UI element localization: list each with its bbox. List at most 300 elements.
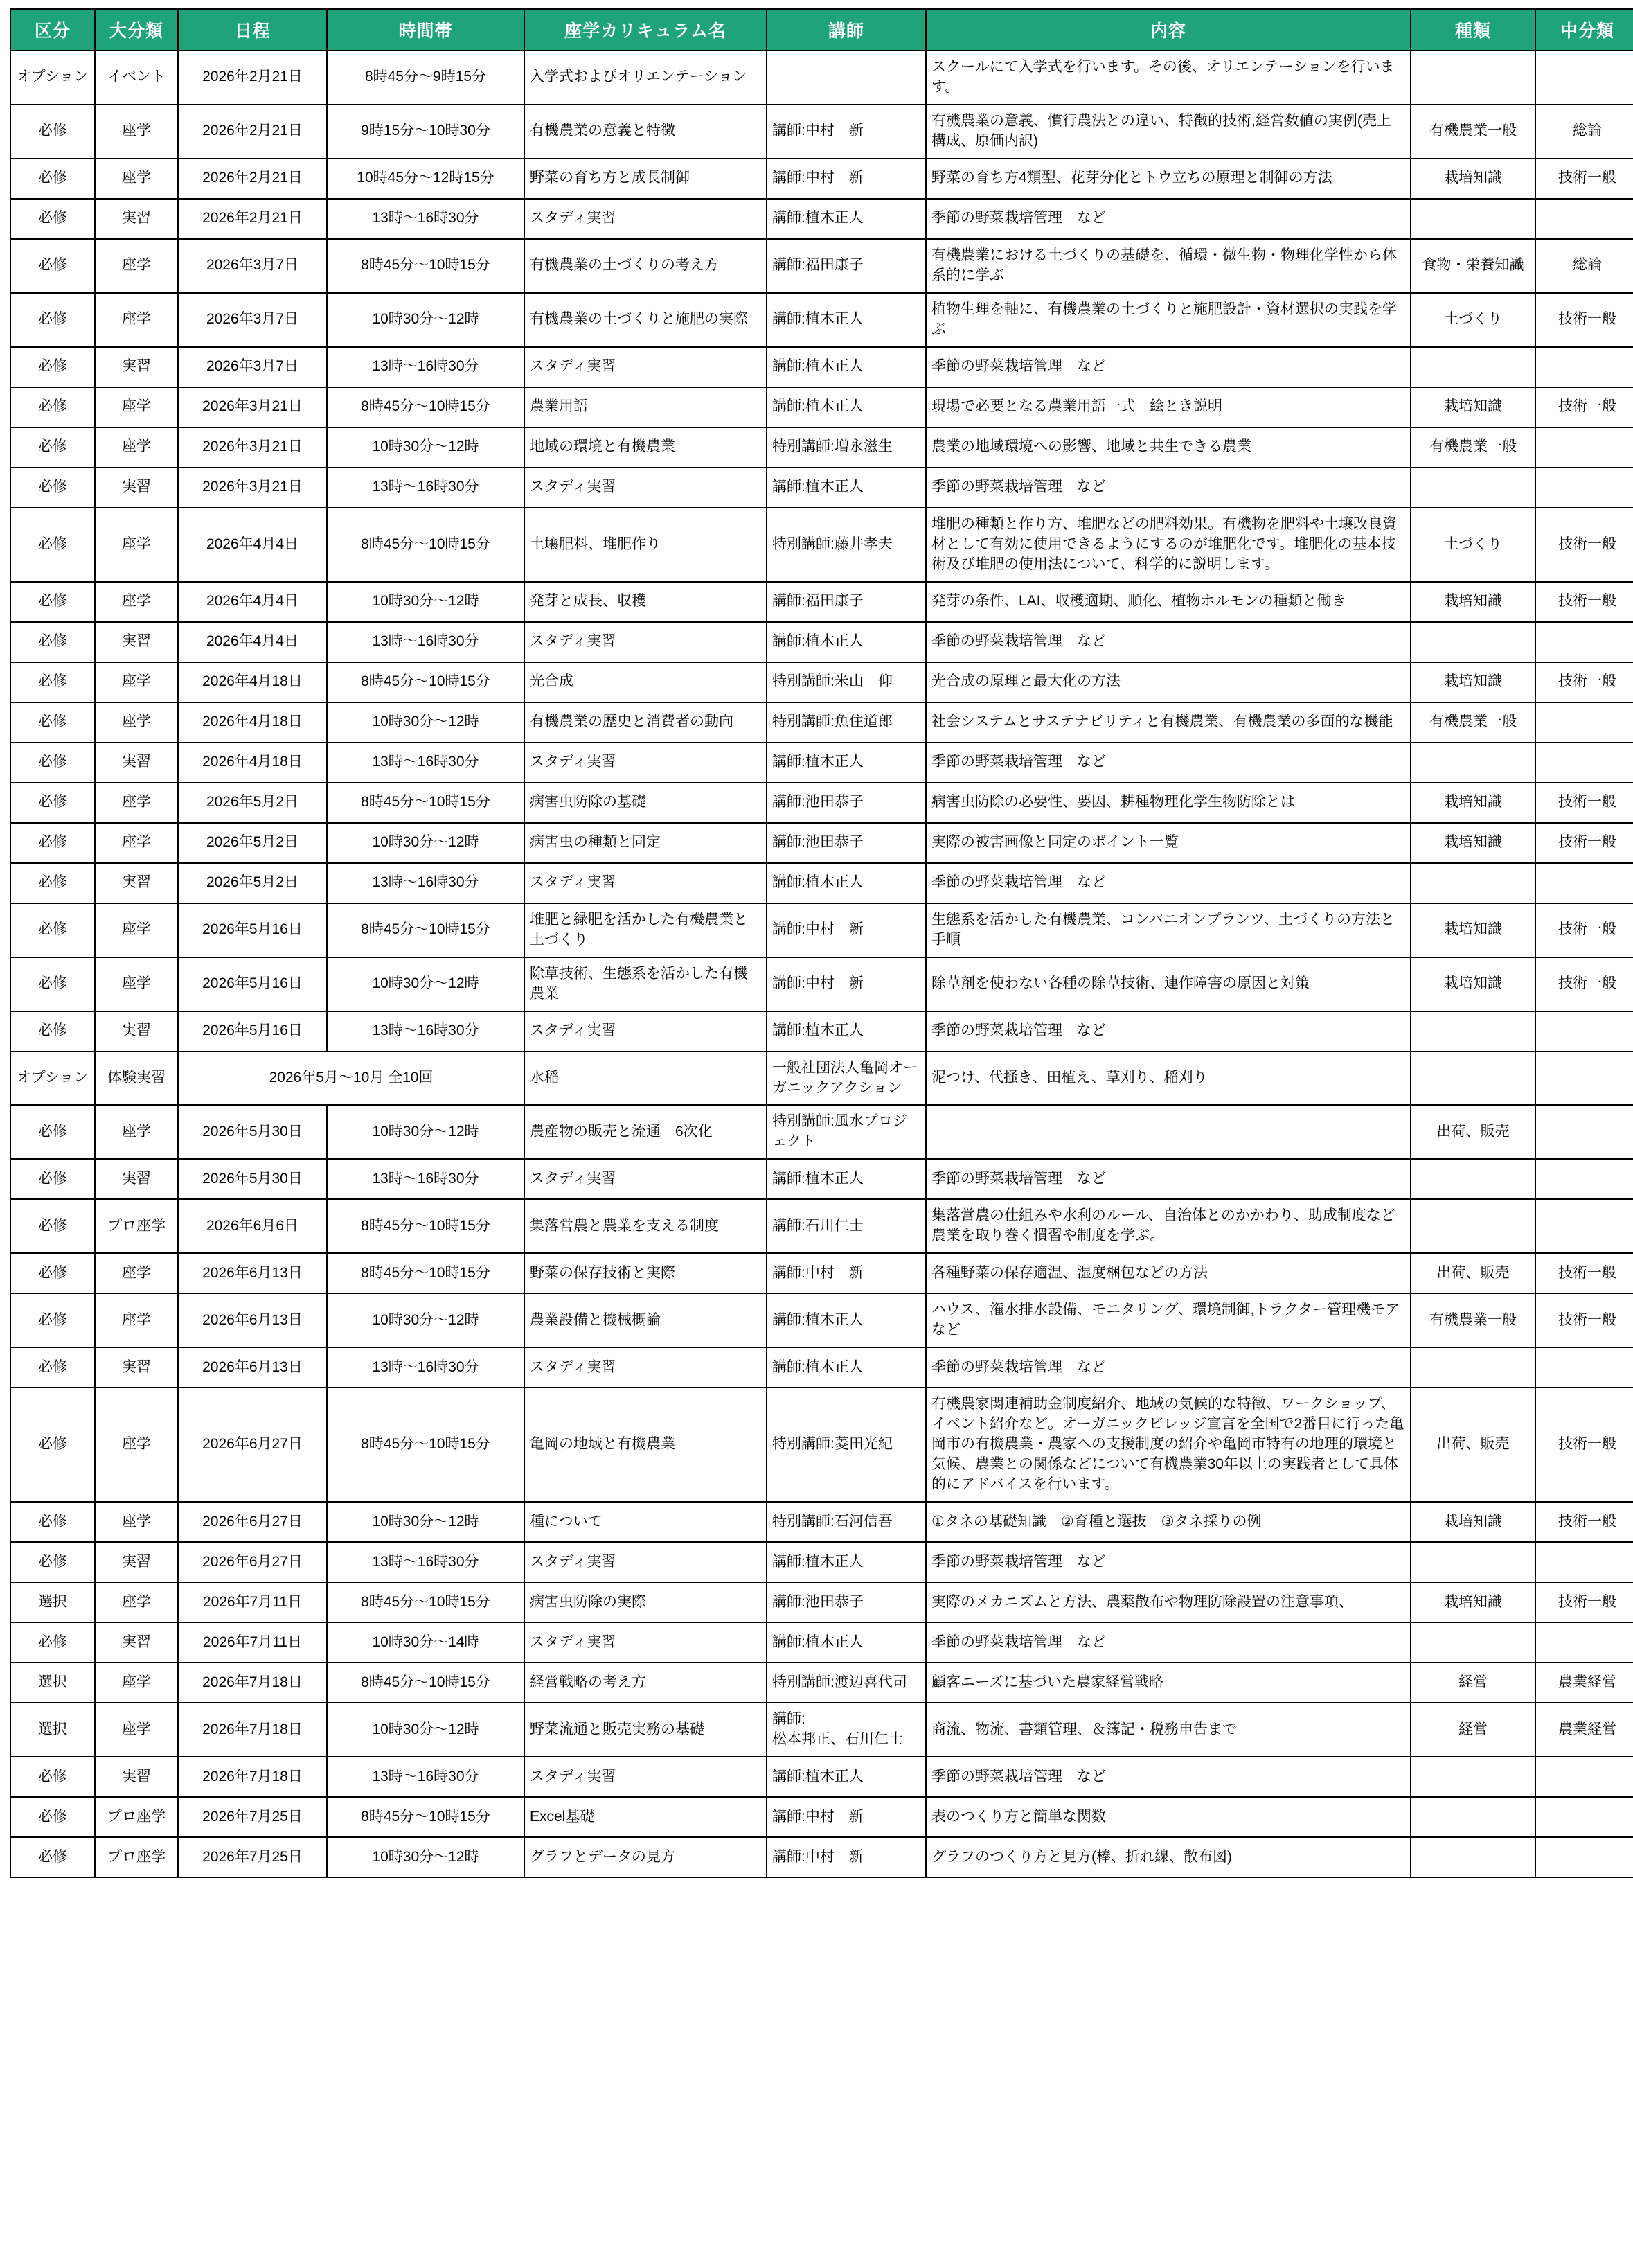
cell-chubunrui: 技術一般 xyxy=(1535,662,1633,702)
cell-jikantai: 8時45分～10時15分 xyxy=(327,1253,524,1293)
cell-chubunrui xyxy=(1535,702,1633,743)
curriculum-sheet xyxy=(0,8,1633,2268)
cell-chubunrui xyxy=(1535,1347,1633,1388)
table-row xyxy=(10,427,1633,468)
cell-koushi: 講師:中村 新 xyxy=(767,1253,926,1293)
cell-curriculum: スタディ実習 xyxy=(524,1347,767,1388)
cell-koushi xyxy=(767,51,926,105)
cell-curriculum: スタディ実習 xyxy=(524,622,767,662)
table-row xyxy=(10,1663,1633,1703)
column-header-shurui: 種類 xyxy=(1411,9,1535,51)
column-header-daibunrui: 大分類 xyxy=(95,9,178,51)
cell-kubun: 必修 xyxy=(10,903,95,957)
cell-chubunrui: 技術一般 xyxy=(1535,387,1633,427)
cell-jikantai: 13時～16時30分 xyxy=(327,743,524,783)
cell-shurui xyxy=(1411,743,1535,783)
cell-naiyou: 農業の地域環境への影響、地域と共生できる農業 xyxy=(926,427,1411,468)
table-row xyxy=(10,293,1633,347)
column-header-nittei: 日程 xyxy=(178,9,327,51)
cell-nittei: 2026年6月13日 xyxy=(178,1253,327,1293)
column-header-naiyou: 内容 xyxy=(926,9,1411,51)
cell-nittei: 2026年7月11日 xyxy=(178,1582,327,1622)
cell-koushi: 講師:中村 新 xyxy=(767,903,926,957)
cell-nittei: 2026年5月2日 xyxy=(178,863,327,903)
table-row xyxy=(10,1837,1633,1877)
table-row xyxy=(10,347,1633,387)
cell-kubun: 必修 xyxy=(10,1105,95,1159)
cell-daibunrui: 座学 xyxy=(95,105,178,159)
table-row xyxy=(10,662,1633,702)
cell-koushi: 講師:植木正人 xyxy=(767,1347,926,1388)
cell-nittei: 2026年3月7日 xyxy=(178,347,327,387)
cell-koushi: 講師:中村 新 xyxy=(767,105,926,159)
cell-kubun: 必修 xyxy=(10,622,95,662)
cell-koushi: 講師:植木正人 xyxy=(767,863,926,903)
cell-daibunrui: 座学 xyxy=(95,1253,178,1293)
cell-nittei: 2026年3月7日 xyxy=(178,293,327,347)
cell-jikantai: 10時30分～12時 xyxy=(327,1105,524,1159)
cell-jikantai: 8時45分～10時15分 xyxy=(327,1199,524,1253)
cell-daibunrui: 座学 xyxy=(95,1502,178,1542)
cell-curriculum: 光合成 xyxy=(524,662,767,702)
cell-chubunrui: 技術一般 xyxy=(1535,582,1633,622)
cell-koushi: 講師:池田恭子 xyxy=(767,1582,926,1622)
table-row xyxy=(10,1011,1633,1052)
cell-naiyou: 季節の野菜栽培管理 など xyxy=(926,1757,1411,1797)
cell-naiyou: 季節の野菜栽培管理 など xyxy=(926,1622,1411,1663)
cell-koushi: 講師:福田康子 xyxy=(767,582,926,622)
cell-chubunrui: 技術一般 xyxy=(1535,823,1633,863)
cell-kubun: 必修 xyxy=(10,702,95,743)
cell-curriculum: 農業設備と機械概論 xyxy=(524,1293,767,1347)
cell-curriculum: 病害虫防除の基礎 xyxy=(524,783,767,823)
table-row xyxy=(10,863,1633,903)
cell-chubunrui xyxy=(1535,1837,1633,1877)
cell-shurui: 有機農業一般 xyxy=(1411,1293,1535,1347)
cell-kubun: 必修 xyxy=(10,582,95,622)
cell-jikantai: 13時～16時30分 xyxy=(327,863,524,903)
cell-jikantai: 13時～16時30分 xyxy=(327,622,524,662)
cell-shurui: 栽培知識 xyxy=(1411,159,1535,199)
cell-nittei: 2026年6月27日 xyxy=(178,1388,327,1502)
cell-jikantai: 10時30分～12時 xyxy=(327,957,524,1011)
cell-naiyou: 各種野菜の保存適温、湿度梱包などの方法 xyxy=(926,1253,1411,1293)
cell-kubun: 必修 xyxy=(10,1293,95,1347)
cell-nittei: 2026年6月27日 xyxy=(178,1502,327,1542)
cell-naiyou: 除草剤を使わない各種の除草技術、連作障害の原因と対策 xyxy=(926,957,1411,1011)
cell-nittei: 2026年4月4日 xyxy=(178,582,327,622)
cell-curriculum: 堆肥と緑肥を活かした有機農業と土づくり xyxy=(524,903,767,957)
cell-curriculum: 病害虫防除の実際 xyxy=(524,1582,767,1622)
cell-curriculum: 野菜流通と販売実務の基礎 xyxy=(524,1703,767,1757)
cell-nittei: 2026年4月18日 xyxy=(178,662,327,702)
cell-curriculum: 有機農業の意義と特徴 xyxy=(524,105,767,159)
cell-daibunrui: 座学 xyxy=(95,239,178,293)
cell-daibunrui: 実習 xyxy=(95,622,178,662)
cell-curriculum: 野菜の保存技術と実際 xyxy=(524,1253,767,1293)
cell-shurui: 栽培知識 xyxy=(1411,1582,1535,1622)
cell-nittei: 2026年5月30日 xyxy=(178,1159,327,1199)
cell-chubunrui xyxy=(1535,199,1633,239)
table-row xyxy=(10,105,1633,159)
cell-kubun: 必修 xyxy=(10,387,95,427)
table-body xyxy=(10,51,1633,1877)
cell-curriculum: スタディ実習 xyxy=(524,1542,767,1582)
table-row xyxy=(10,159,1633,199)
table-row xyxy=(10,743,1633,783)
cell-daibunrui: プロ座学 xyxy=(95,1199,178,1253)
cell-koushi: 講師:植木正人 xyxy=(767,1757,926,1797)
table-row xyxy=(10,387,1633,427)
cell-shurui: 出荷、販売 xyxy=(1411,1105,1535,1159)
cell-curriculum: 有機農業の土づくりの考え方 xyxy=(524,239,767,293)
cell-nittei: 2026年2月21日 xyxy=(178,199,327,239)
column-header-curriculum: 座学カリキュラム名 xyxy=(524,9,767,51)
cell-curriculum: 入学式およびオリエンテーション xyxy=(524,51,767,105)
cell-curriculum: 経営戦略の考え方 xyxy=(524,1663,767,1703)
cell-jikantai: 13時～16時30分 xyxy=(327,468,524,508)
cell-curriculum: 除草技術、生態系を活かした有機農業 xyxy=(524,957,767,1011)
table-row xyxy=(10,1199,1633,1253)
cell-koushi: 講師:植木正人 xyxy=(767,1159,926,1199)
cell-curriculum: スタディ実習 xyxy=(524,1622,767,1663)
cell-shurui: 栽培知識 xyxy=(1411,783,1535,823)
cell-kubun: 必修 xyxy=(10,293,95,347)
cell-kubun: 選択 xyxy=(10,1663,95,1703)
cell-chubunrui: 技術一般 xyxy=(1535,1582,1633,1622)
cell-koushi: 特別講師:魚住道郎 xyxy=(767,702,926,743)
cell-daibunrui: 座学 xyxy=(95,387,178,427)
cell-daibunrui: 座学 xyxy=(95,957,178,1011)
cell-curriculum: スタディ実習 xyxy=(524,199,767,239)
cell-jikantai: 8時45分～10時15分 xyxy=(327,1663,524,1703)
cell-chubunrui: 技術一般 xyxy=(1535,903,1633,957)
cell-koushi: 講師:植木正人 xyxy=(767,1622,926,1663)
cell-kubun: 必修 xyxy=(10,1347,95,1388)
cell-chubunrui xyxy=(1535,1199,1633,1253)
cell-jikantai: 8時45分～10時15分 xyxy=(327,662,524,702)
cell-jikantai: 8時45分～10時15分 xyxy=(327,1582,524,1622)
cell-kubun: 選択 xyxy=(10,1703,95,1757)
cell-koushi: 講師:中村 新 xyxy=(767,159,926,199)
cell-daibunrui: 座学 xyxy=(95,1388,178,1502)
cell-daibunrui: プロ座学 xyxy=(95,1797,178,1837)
cell-naiyou: 季節の野菜栽培管理 など xyxy=(926,347,1411,387)
cell-shurui: 栽培知識 xyxy=(1411,957,1535,1011)
column-header-jikantai: 時間帯 xyxy=(327,9,524,51)
table-row xyxy=(10,622,1633,662)
cell-curriculum: スタディ実習 xyxy=(524,468,767,508)
cell-naiyou: 堆肥の種類と作り方、堆肥などの肥料効果。有機物を肥料や土壌改良資材として有効に使用できるようにするのが堆肥化です。堆肥化の基本技術及び堆肥の使用法について、科学的に説明します。 xyxy=(926,508,1411,582)
cell-shurui xyxy=(1411,347,1535,387)
cell-naiyou: 季節の野菜栽培管理 など xyxy=(926,1347,1411,1388)
table-row xyxy=(10,702,1633,743)
cell-chubunrui xyxy=(1535,468,1633,508)
cell-shurui xyxy=(1411,1199,1535,1253)
cell-daibunrui: 座学 xyxy=(95,1293,178,1347)
cell-nittei: 2026年5月16日 xyxy=(178,1011,327,1052)
cell-chubunrui: 技術一般 xyxy=(1535,1502,1633,1542)
cell-koushi: 特別講師:渡辺喜代司 xyxy=(767,1663,926,1703)
cell-curriculum: 農業用語 xyxy=(524,387,767,427)
cell-naiyou: 季節の野菜栽培管理 など xyxy=(926,863,1411,903)
cell-jikantai: 8時45分～10時15分 xyxy=(327,387,524,427)
cell-curriculum: スタディ実習 xyxy=(524,1159,767,1199)
cell-naiyou: 植物生理を軸に、有機農業の土づくりと施肥設計・資材選択の実践を学ぶ xyxy=(926,293,1411,347)
cell-chubunrui: 農業経営 xyxy=(1535,1663,1633,1703)
table-row xyxy=(10,1159,1633,1199)
cell-nittei: 2026年6月13日 xyxy=(178,1347,327,1388)
cell-kubun: 必修 xyxy=(10,1502,95,1542)
cell-nittei: 2026年3月7日 xyxy=(178,239,327,293)
cell-jikantai: 10時30分～12時 xyxy=(327,823,524,863)
cell-naiyou: 季節の野菜栽培管理 など xyxy=(926,199,1411,239)
cell-curriculum: 野菜の育ち方と成長制御 xyxy=(524,159,767,199)
cell-koushi: 講師:植木正人 xyxy=(767,347,926,387)
cell-jikantai: 10時30分～12時 xyxy=(327,702,524,743)
cell-naiyou: グラフのつくり方と見方(棒、折れ線、散布図) xyxy=(926,1837,1411,1877)
cell-naiyou: 商流、物流、書類管理、＆簿記・税務申告まで xyxy=(926,1703,1411,1757)
cell-daibunrui: プロ座学 xyxy=(95,1837,178,1877)
cell-kubun: オプション xyxy=(10,1052,95,1106)
cell-naiyou: 季節の野菜栽培管理 など xyxy=(926,1542,1411,1582)
cell-nittei: 2026年7月18日 xyxy=(178,1757,327,1797)
cell-jikantai: 8時45分～10時15分 xyxy=(327,1797,524,1837)
cell-curriculum: 亀岡の地域と有機農業 xyxy=(524,1388,767,1502)
cell-daibunrui: 座学 xyxy=(95,662,178,702)
cell-jikantai: 10時30分～12時 xyxy=(327,1703,524,1757)
cell-shurui: 経営 xyxy=(1411,1703,1535,1757)
cell-nittei: 2026年5月～10月 全10回 xyxy=(178,1052,524,1106)
cell-kubun: 必修 xyxy=(10,427,95,468)
cell-nittei: 2026年4月18日 xyxy=(178,743,327,783)
header-row xyxy=(10,9,1633,51)
cell-shurui: 有機農業一般 xyxy=(1411,702,1535,743)
cell-chubunrui xyxy=(1535,1622,1633,1663)
cell-chubunrui: 技術一般 xyxy=(1535,1293,1633,1347)
table-row xyxy=(10,1293,1633,1347)
cell-kubun: 必修 xyxy=(10,159,95,199)
cell-daibunrui: 座学 xyxy=(95,702,178,743)
cell-chubunrui xyxy=(1535,1542,1633,1582)
cell-naiyou: スクールにて入学式を行います。その後、オリエンテーションを行います。 xyxy=(926,51,1411,105)
table-row xyxy=(10,1502,1633,1542)
cell-shurui: 食物・栄養知識 xyxy=(1411,239,1535,293)
cell-kubun: 必修 xyxy=(10,105,95,159)
cell-chubunrui: 技術一般 xyxy=(1535,1388,1633,1502)
cell-chubunrui: 技術一般 xyxy=(1535,957,1633,1011)
cell-daibunrui: 実習 xyxy=(95,863,178,903)
cell-koushi: 講師:植木正人 xyxy=(767,1293,926,1347)
table-row xyxy=(10,957,1633,1011)
cell-naiyou: 季節の野菜栽培管理 など xyxy=(926,743,1411,783)
cell-curriculum: 地域の環境と有機農業 xyxy=(524,427,767,468)
cell-shurui xyxy=(1411,51,1535,105)
curriculum-table xyxy=(10,8,1633,1878)
cell-jikantai: 10時30分～14時 xyxy=(327,1622,524,1663)
cell-naiyou: 発芽の条件、LAI、収穫適期、順化、植物ホルモンの種類と働き xyxy=(926,582,1411,622)
cell-daibunrui: 座学 xyxy=(95,783,178,823)
cell-kubun: 必修 xyxy=(10,1542,95,1582)
cell-koushi: 講師:福田康子 xyxy=(767,239,926,293)
cell-daibunrui: 実習 xyxy=(95,1757,178,1797)
cell-naiyou: 実際の被害画像と同定のポイント一覧 xyxy=(926,823,1411,863)
table-row xyxy=(10,199,1633,239)
cell-naiyou: 野菜の育ち方4類型、花芽分化とトウ立ちの原理と制御の方法 xyxy=(926,159,1411,199)
cell-jikantai: 9時15分～10時30分 xyxy=(327,105,524,159)
cell-koushi: 特別講師:風水プロジェクト xyxy=(767,1105,926,1159)
cell-curriculum: 有機農業の歴史と消費者の動向 xyxy=(524,702,767,743)
cell-nittei: 2026年6月13日 xyxy=(178,1293,327,1347)
cell-daibunrui: 座学 xyxy=(95,582,178,622)
cell-daibunrui: 実習 xyxy=(95,743,178,783)
cell-naiyou: ①タネの基礎知識 ②育種と選抜 ③タネ採りの例 xyxy=(926,1502,1411,1542)
cell-daibunrui: 座学 xyxy=(95,1663,178,1703)
cell-shurui xyxy=(1411,1837,1535,1877)
cell-nittei: 2026年2月21日 xyxy=(178,51,327,105)
cell-naiyou: 集落営農の仕組みや水利のルール、自治体とのかかわり、助成制度など農業を取り巻く慣習や制度を学ぶ。 xyxy=(926,1199,1411,1253)
cell-jikantai: 10時30分～12時 xyxy=(327,582,524,622)
cell-shurui xyxy=(1411,1052,1535,1106)
cell-kubun: 必修 xyxy=(10,199,95,239)
cell-kubun: 必修 xyxy=(10,239,95,293)
cell-shurui: 経営 xyxy=(1411,1663,1535,1703)
cell-koushi: 講師:植木正人 xyxy=(767,293,926,347)
cell-naiyou: 季節の野菜栽培管理 など xyxy=(926,1159,1411,1199)
table-row xyxy=(10,903,1633,957)
cell-shurui: 土づくり xyxy=(1411,293,1535,347)
cell-kubun: 必修 xyxy=(10,1622,95,1663)
cell-shurui: 出荷、販売 xyxy=(1411,1388,1535,1502)
table-row xyxy=(10,508,1633,582)
cell-jikantai: 13時～16時30分 xyxy=(327,347,524,387)
cell-kubun: 必修 xyxy=(10,1159,95,1199)
cell-kubun: 必修 xyxy=(10,957,95,1011)
cell-shurui xyxy=(1411,468,1535,508)
cell-naiyou: 顧客ニーズに基づいた農家経営戦略 xyxy=(926,1663,1411,1703)
cell-chubunrui: 総論 xyxy=(1535,239,1633,293)
cell-chubunrui: 技術一般 xyxy=(1535,783,1633,823)
cell-nittei: 2026年5月16日 xyxy=(178,957,327,1011)
cell-koushi: 特別講師:米山 仰 xyxy=(767,662,926,702)
cell-naiyou: ハウス、潅水排水設備、モニタリング、環境制御,トラクター管理機モアなど xyxy=(926,1293,1411,1347)
cell-chubunrui xyxy=(1535,1797,1633,1837)
cell-koushi: 講師:植木正人 xyxy=(767,1542,926,1582)
table-row xyxy=(10,1388,1633,1502)
cell-kubun: 必修 xyxy=(10,1797,95,1837)
table-row xyxy=(10,1105,1633,1159)
cell-naiyou: 生態系を活かした有機農業、コンパニオンプランツ、土づくりの方法と手順 xyxy=(926,903,1411,957)
cell-chubunrui: 総論 xyxy=(1535,105,1633,159)
cell-nittei: 2026年7月18日 xyxy=(178,1663,327,1703)
table-row xyxy=(10,1582,1633,1622)
cell-jikantai: 10時30分～12時 xyxy=(327,293,524,347)
cell-shurui: 栽培知識 xyxy=(1411,662,1535,702)
cell-koushi: 講師:池田恭子 xyxy=(767,823,926,863)
table-row xyxy=(10,823,1633,863)
cell-koushi: 講師:中村 新 xyxy=(767,1837,926,1877)
cell-curriculum: 水稲 xyxy=(524,1052,767,1106)
table-row xyxy=(10,1052,1633,1106)
column-header-kubun: 区分 xyxy=(10,9,95,51)
cell-shurui xyxy=(1411,1347,1535,1388)
cell-chubunrui xyxy=(1535,347,1633,387)
cell-daibunrui: 座学 xyxy=(95,508,178,582)
table-row xyxy=(10,783,1633,823)
cell-daibunrui: イベント xyxy=(95,51,178,105)
cell-naiyou: 実際のメカニズムと方法、農薬散布や物理防除設置の注意事項、 xyxy=(926,1582,1411,1622)
cell-daibunrui: 座学 xyxy=(95,159,178,199)
cell-curriculum: スタディ実習 xyxy=(524,347,767,387)
cell-chubunrui xyxy=(1535,1011,1633,1052)
column-header-koushi: 講師 xyxy=(767,9,926,51)
cell-kubun: 必修 xyxy=(10,347,95,387)
cell-shurui xyxy=(1411,863,1535,903)
cell-curriculum: 種について xyxy=(524,1502,767,1542)
cell-shurui: 土づくり xyxy=(1411,508,1535,582)
cell-jikantai: 13時～16時30分 xyxy=(327,1159,524,1199)
cell-kubun: 必修 xyxy=(10,468,95,508)
cell-koushi: 講師:植木正人 xyxy=(767,199,926,239)
cell-naiyou: 有機農業の意義、慣行農法との違い、特徴的技術,経営数値の実例(売上構成、原価内訳) xyxy=(926,105,1411,159)
cell-nittei: 2026年3月21日 xyxy=(178,468,327,508)
cell-naiyou: 現場で必要となる農業用語一式 絵とき説明 xyxy=(926,387,1411,427)
cell-kubun: 必修 xyxy=(10,1388,95,1502)
cell-jikantai: 8時45分～10時15分 xyxy=(327,903,524,957)
cell-naiyou: 表のつくり方と簡単な関数 xyxy=(926,1797,1411,1837)
cell-curriculum: 有機農業の土づくりと施肥の実際 xyxy=(524,293,767,347)
cell-koushi: 講師:植木正人 xyxy=(767,622,926,662)
cell-kubun: 必修 xyxy=(10,743,95,783)
cell-chubunrui xyxy=(1535,427,1633,468)
cell-kubun: 必修 xyxy=(10,1011,95,1052)
cell-daibunrui: 実習 xyxy=(95,1622,178,1663)
cell-nittei: 2026年5月30日 xyxy=(178,1105,327,1159)
cell-shurui: 栽培知識 xyxy=(1411,1502,1535,1542)
cell-daibunrui: 座学 xyxy=(95,903,178,957)
cell-curriculum: Excel基礎 xyxy=(524,1797,767,1837)
cell-kubun: 必修 xyxy=(10,508,95,582)
cell-koushi: 講師:中村 新 xyxy=(767,1797,926,1837)
cell-naiyou: 季節の野菜栽培管理 など xyxy=(926,468,1411,508)
cell-shurui xyxy=(1411,199,1535,239)
cell-kubun: 選択 xyxy=(10,1582,95,1622)
table-row xyxy=(10,1622,1633,1663)
cell-jikantai: 13時～16時30分 xyxy=(327,1347,524,1388)
cell-curriculum: 発芽と成長、収穫 xyxy=(524,582,767,622)
cell-chubunrui xyxy=(1535,1052,1633,1106)
cell-chubunrui xyxy=(1535,1757,1633,1797)
cell-nittei: 2026年7月18日 xyxy=(178,1703,327,1757)
cell-nittei: 2026年7月11日 xyxy=(178,1622,327,1663)
cell-curriculum: グラフとデータの見方 xyxy=(524,1837,767,1877)
cell-curriculum: スタディ実習 xyxy=(524,1011,767,1052)
cell-jikantai: 8時45分～10時15分 xyxy=(327,508,524,582)
cell-jikantai: 10時30分～12時 xyxy=(327,427,524,468)
cell-koushi: 特別講師:藤井孝夫 xyxy=(767,508,926,582)
cell-jikantai: 8時45分～10時15分 xyxy=(327,783,524,823)
cell-koushi: 特別講師:菱田光紀 xyxy=(767,1388,926,1502)
cell-curriculum: 集落営農と農業を支える制度 xyxy=(524,1199,767,1253)
cell-daibunrui: 実習 xyxy=(95,347,178,387)
cell-jikantai: 10時30分～12時 xyxy=(327,1502,524,1542)
cell-nittei: 2026年4月4日 xyxy=(178,508,327,582)
cell-curriculum: 土壌肥料、堆肥作り xyxy=(524,508,767,582)
cell-curriculum: 農産物の販売と流通 6次化 xyxy=(524,1105,767,1159)
cell-nittei: 2026年7月25日 xyxy=(178,1797,327,1837)
cell-nittei: 2026年5月16日 xyxy=(178,903,327,957)
cell-curriculum: スタディ実習 xyxy=(524,1757,767,1797)
